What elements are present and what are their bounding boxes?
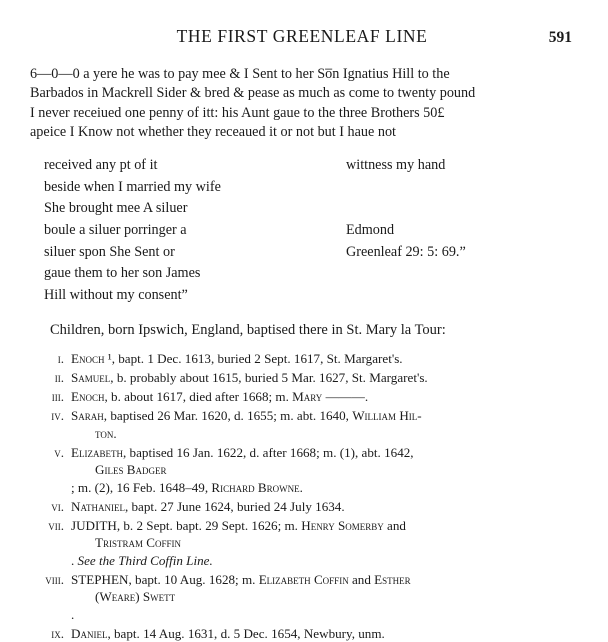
entry-fragment: Elizabeth Coffin xyxy=(258,571,349,587)
entry-fragment: Daniel xyxy=(71,625,108,641)
entry-fragment: Samuel xyxy=(71,369,111,385)
deposition-text xyxy=(30,65,574,142)
entry-fragment: Elizabeth xyxy=(71,444,123,460)
entry-fragment: William Hil- xyxy=(352,407,422,423)
list-numeral: vii. xyxy=(48,517,64,533)
page-header xyxy=(30,26,574,47)
page-title: THE FIRST GREENLEAF LINE xyxy=(176,26,428,46)
entry-fragment: ; m. (2), 16 Feb. 1648–49, xyxy=(71,479,212,495)
list-entry-text xyxy=(71,407,574,442)
entry-fragment: See the Third Coffin Line. xyxy=(77,552,213,568)
children-list-item xyxy=(30,388,574,406)
entry-fragment: STEPHEN, bapt. 10 Aug. 1628; m. xyxy=(71,571,259,587)
entry-fragment: , baptised 16 Jan. 1622, d. after 1668; m. (1), abt. 1642, xyxy=(123,444,414,460)
entry-fragment: , b. about 1617, died after 1668; m. xyxy=(104,388,293,404)
signoff-line: siluer spon She Sent or xyxy=(44,243,175,260)
entry-fragment: ¹, bapt. 1 Dec. 1613, buried 2 Sept. 1617, St. Margaret's. xyxy=(107,350,403,366)
list-numeral: ix. xyxy=(51,625,64,641)
entry-fragment: , bapt. 14 Aug. 1631, d. 5 Dec. 1654, Newbury, unm. xyxy=(107,625,385,641)
list-entry-text xyxy=(71,571,574,624)
signoff-block xyxy=(30,155,574,306)
entry-fragment: . xyxy=(299,479,303,495)
entry-fragment: , baptised 26 Mar. 1620, d. 1655; m. abt. 1640, xyxy=(103,407,353,423)
list-entry-text xyxy=(71,388,574,406)
entry-fragment: , bapt. 27 June 1624, buried 24 July 1634. xyxy=(124,498,345,514)
children-intro: Children, born Ipswich, England, baptised there in St. Mary la Tour: xyxy=(50,322,446,339)
entry-fragment: Richard Browne xyxy=(211,479,300,495)
list-numeral: ii. xyxy=(54,369,64,385)
children-list xyxy=(30,350,574,642)
list-numeral: v. xyxy=(54,444,64,460)
children-list-item xyxy=(30,444,574,497)
children-list-item xyxy=(30,625,574,642)
signoff-left-column xyxy=(30,155,330,306)
signoff-right-column xyxy=(330,155,574,306)
entry-fragment: , b. probably about 1615, buried 5 Mar. 1627, St. Margaret's. xyxy=(110,369,428,385)
list-entry-text xyxy=(71,369,574,387)
signature-surname-date: Greenleaf 29: 5: 69.” xyxy=(346,243,466,260)
children-list-item xyxy=(30,571,574,624)
signoff-line: gaue them to her son James xyxy=(44,265,201,282)
entry-fragment: Esther xyxy=(374,571,411,587)
list-entry-text xyxy=(71,350,574,368)
signoff-line: beside when I married my wife xyxy=(44,178,221,195)
entry-fragment: and xyxy=(383,517,406,533)
spacer xyxy=(346,198,574,220)
signoff-line: She brought mee A siluer xyxy=(44,200,188,217)
list-entry-text xyxy=(71,444,574,497)
deposition-line: Barbados in Mackrell Sider & bred & pease as much as come to twenty pound xyxy=(30,85,476,102)
entry-fragment: Nathaniel xyxy=(71,498,125,514)
signoff-line: boule a siluer porringer a xyxy=(44,221,187,238)
deposition-line: 6—0—0 a yere he was to pay mee & I Sent to her So̅n Ignatius Hill to the xyxy=(30,66,450,82)
children-list-item xyxy=(30,517,574,570)
list-numeral: i. xyxy=(57,350,64,366)
children-list-item xyxy=(30,498,574,516)
witness-line: wittness my hand xyxy=(346,157,446,174)
entry-fragment: (Weare) Swett xyxy=(95,589,176,605)
children-list-item xyxy=(30,350,574,368)
list-entry-text xyxy=(71,625,574,642)
spacer xyxy=(346,177,574,199)
list-entry-text xyxy=(71,517,574,570)
entry-fragment: Sarah xyxy=(71,407,104,423)
list-numeral: viii. xyxy=(45,571,64,587)
entry-fragment: . xyxy=(71,552,78,568)
list-numeral: vi. xyxy=(51,498,64,514)
entry-fragment: Tristram Coffin xyxy=(95,535,182,551)
list-numeral: iv. xyxy=(51,407,64,423)
entry-fragment: Enoch xyxy=(71,388,105,404)
entry-fragment: Enoch xyxy=(71,350,108,366)
entry-fragment: . xyxy=(71,606,75,622)
list-numeral: iii. xyxy=(51,388,64,404)
entry-fragment: ———. xyxy=(322,388,369,404)
children-list-item xyxy=(30,407,574,442)
children-list-item xyxy=(30,369,574,387)
entry-fragment: Mary xyxy=(292,388,323,404)
entry-fragment: JUDITH, b. 2 Sept. bapt. 29 Sept. 1626; m. xyxy=(71,517,302,533)
page-number: 591 xyxy=(548,29,572,46)
deposition-line: I never receiued one penny of itt: his Aunt gaue to the three Brothers 50£ xyxy=(30,104,445,121)
signoff-line: Hill without my consent” xyxy=(44,286,188,303)
list-entry-text xyxy=(71,498,574,516)
entry-fragment: and xyxy=(348,571,375,587)
entry-fragment: Giles Badger xyxy=(95,462,167,478)
entry-fragment: Henry Somerby xyxy=(301,517,384,533)
signoff-line: received any pt of it xyxy=(44,157,158,174)
deposition-line: apeice I Know not whether they receaued it or not but I haue not xyxy=(30,123,396,140)
signature-first-name: Edmond xyxy=(346,221,395,238)
entry-fragment: ton. xyxy=(95,425,117,441)
